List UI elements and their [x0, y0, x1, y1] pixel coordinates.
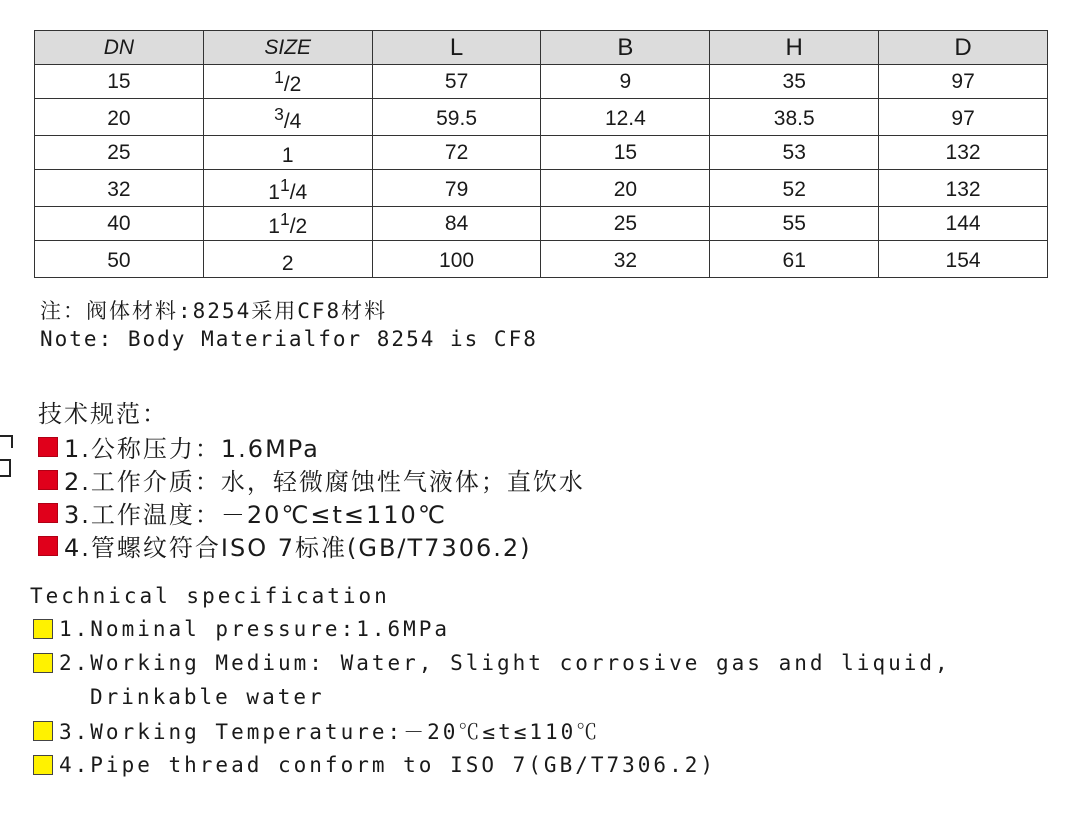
en-spec-item-text: 2.Working Medium: Water, Slight corrosive gas and liquid,	[59, 651, 951, 675]
yellow-square-icon	[33, 721, 53, 741]
table-header-row	[35, 31, 1048, 65]
cell-size	[203, 170, 372, 207]
size-numerator: 1	[279, 208, 290, 229]
cell-b: 12.4	[541, 99, 710, 136]
size-whole: 1	[268, 214, 280, 238]
size-denominator: /2	[283, 72, 302, 96]
en-spec-item	[33, 612, 951, 646]
en-spec-heading: Technical specification	[30, 584, 390, 608]
cell-size	[203, 207, 372, 241]
cell-l: 84	[372, 207, 541, 241]
cn-spec-item-text: 3.工作温度：－20℃≤t≤110℃	[64, 501, 447, 529]
cell-l: 100	[372, 241, 541, 278]
size-numerator: 1	[279, 174, 290, 195]
header-size: SIZE	[203, 31, 372, 65]
size-whole: 1	[281, 143, 294, 167]
en-spec-item-text: 1.Nominal pressure:1.6MPa	[59, 617, 451, 641]
cell-b: 25	[541, 207, 710, 241]
en-spec-item-continuation: Drinkable water	[90, 685, 325, 709]
cell-dn: 25	[35, 136, 204, 170]
header-d: D	[879, 31, 1048, 65]
cell-l: 79	[372, 170, 541, 207]
cell-dn: 20	[35, 99, 204, 136]
cell-dn: 15	[35, 65, 204, 99]
size-whole: 1	[268, 180, 280, 204]
size-denominator: /4	[289, 180, 308, 204]
size-denominator: /2	[289, 214, 308, 238]
edge-fragment-icon	[0, 432, 14, 480]
cell-b: 20	[541, 170, 710, 207]
red-square-icon	[38, 437, 58, 457]
red-square-icon	[38, 536, 58, 556]
header-dn: DN	[35, 31, 204, 65]
cell-dn: 40	[35, 207, 204, 241]
cn-spec-item-text: 4.管螺纹符合ISO 7标准(GB/T7306.2)	[64, 534, 532, 562]
red-square-icon	[38, 503, 58, 523]
cell-size	[203, 99, 372, 136]
cell-b: 15	[541, 136, 710, 170]
cell-d: 132	[879, 170, 1048, 207]
cell-d: 132	[879, 136, 1048, 170]
header-b: B	[541, 31, 710, 65]
cell-size	[203, 136, 372, 170]
cell-h: 53	[710, 136, 879, 170]
size-whole: 2	[281, 251, 294, 275]
cn-spec-heading: 技术规范：	[38, 400, 168, 428]
cell-h: 35	[710, 65, 879, 99]
en-spec-item-text: 4.Pipe thread conform to ISO 7(GB/T7306.2)	[59, 753, 717, 777]
cell-dn: 32	[35, 170, 204, 207]
cell-d: 97	[879, 99, 1048, 136]
cell-dn: 50	[35, 241, 204, 278]
en-spec-item	[33, 714, 951, 748]
table-row	[35, 136, 1048, 170]
cell-h: 38.5	[710, 99, 879, 136]
note-english: Note: Body Materialfor 8254 is CF8	[40, 327, 538, 351]
cell-b: 9	[541, 65, 710, 99]
red-square-icon	[38, 470, 58, 490]
cell-h: 52	[710, 170, 879, 207]
cn-spec-item	[38, 430, 585, 463]
table-row	[35, 241, 1048, 278]
header-l: L	[372, 31, 541, 65]
cell-l: 72	[372, 136, 541, 170]
table-row	[35, 65, 1048, 99]
cell-l: 59.5	[372, 99, 541, 136]
cell-d: 97	[879, 65, 1048, 99]
en-spec-section	[30, 580, 951, 782]
en-spec-item	[33, 646, 951, 680]
note-chinese: 注：阀体材料:8254采用CF8材料	[40, 299, 388, 323]
en-spec-item	[33, 748, 951, 782]
yellow-square-icon	[33, 619, 53, 639]
size-numerator: 3	[274, 103, 284, 124]
spec-table	[34, 30, 1048, 278]
cell-size	[203, 241, 372, 278]
cell-size	[203, 65, 372, 99]
en-spec-item-text: 3.Working Temperature:－20℃≤t≤110℃	[59, 720, 601, 744]
cn-spec-item-text: 2.工作介质：水，轻微腐蚀性气液体；直饮水	[64, 468, 585, 496]
cell-h: 61	[710, 241, 879, 278]
cell-b: 32	[541, 241, 710, 278]
cell-h: 55	[710, 207, 879, 241]
header-h: H	[710, 31, 879, 65]
yellow-square-icon	[33, 653, 53, 673]
size-denominator: /4	[283, 109, 302, 133]
table-row	[35, 170, 1048, 207]
size-numerator: 1	[274, 66, 284, 87]
cn-spec-item	[38, 529, 585, 562]
cn-spec-item-text: 1.公称压力：1.6MPa	[64, 435, 320, 463]
yellow-square-icon	[33, 755, 53, 775]
table-row	[35, 99, 1048, 136]
cn-spec-item	[38, 463, 585, 496]
table-row	[35, 207, 1048, 241]
cn-spec-item	[38, 496, 585, 529]
cell-d: 154	[879, 241, 1048, 278]
cell-l: 57	[372, 65, 541, 99]
cn-spec-section	[38, 398, 585, 562]
cell-d: 144	[879, 207, 1048, 241]
